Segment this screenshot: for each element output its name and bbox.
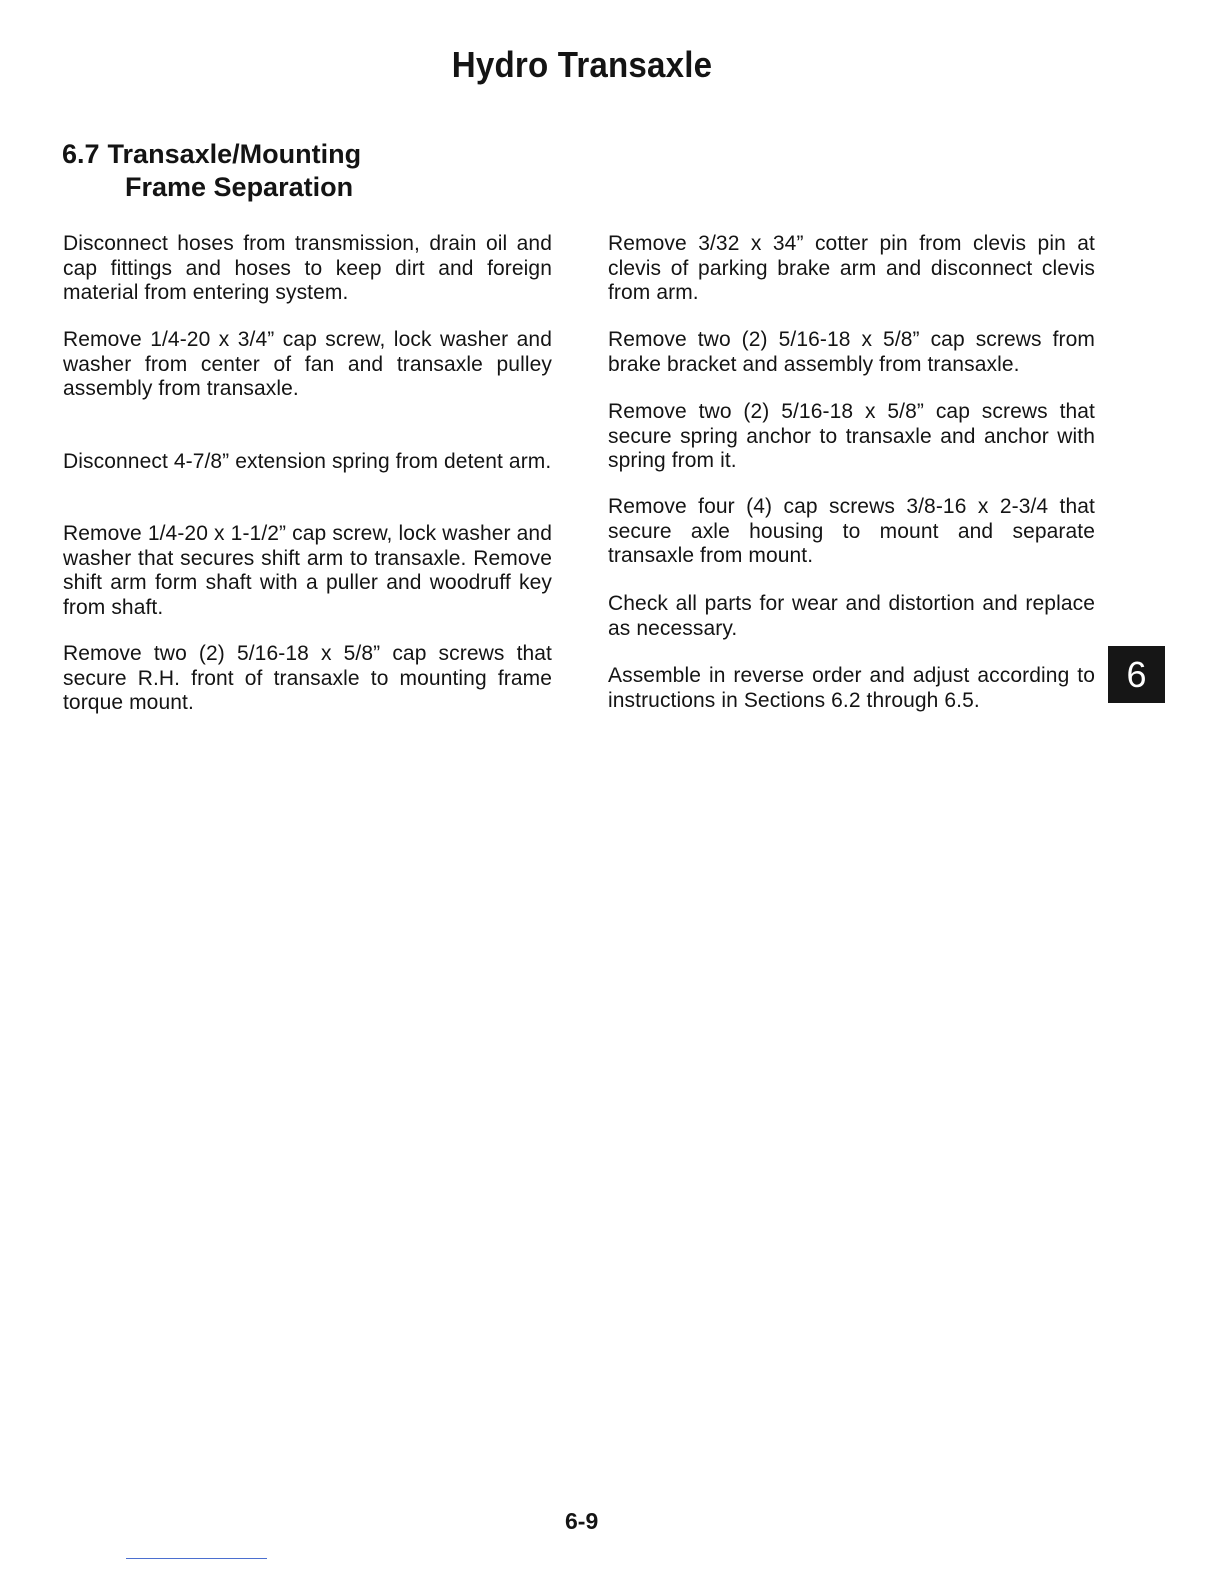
section-title-line2: Frame Separation (125, 172, 354, 202)
left-paragraph-4: Remove 1/4-20 x 1-1/2” cap screw, lock washer and washer that secures shift arm to transaxle. Remove shift arm form shaft with a puller and woodruff key from shaft. (63, 522, 552, 619)
left-paragraph-3: Disconnect 4-7/8” extension spring from detent arm. (63, 450, 552, 473)
section-title-line1: Transaxle/Mounting (107, 139, 362, 169)
page-number: 6-9 (565, 1508, 599, 1534)
right-paragraph-6: Assemble in reverse order and adjust according to instructions in Sections 6.2 through 6.5. (608, 664, 1095, 712)
section-number: 6.7 (62, 139, 100, 169)
section-heading (62, 138, 361, 204)
footer-rule (126, 1558, 267, 1559)
left-paragraph-1: Disconnect hoses from transmission, drain oil and cap fittings and hoses to keep dirt and foreign material from entering system. (63, 232, 552, 304)
right-paragraph-1: Remove 3/32 x 34” cotter pin from clevis pin at clevis of parking brake arm and disconnect clevis from arm. (608, 232, 1095, 304)
right-paragraph-3: Remove two (2) 5/16-18 x 5/8” cap screws that secure spring anchor to transaxle and anchor with spring from it. (608, 400, 1095, 472)
chapter-tab: 6 (1108, 646, 1165, 703)
right-paragraph-2: Remove two (2) 5/16-18 x 5/8” cap screws from brake bracket and assembly from transaxle. (608, 328, 1095, 376)
left-paragraph-2: Remove 1/4-20 x 3/4” cap screw, lock washer and washer from center of fan and transaxle pulley assembly from transaxle. (63, 328, 552, 400)
left-paragraph-5: Remove two (2) 5/16-18 x 5/8” cap screws that secure R.H. front of transaxle to mounting frame torque mount. (63, 642, 552, 714)
right-paragraph-4: Remove four (4) cap screws 3/8-16 x 2-3/4 that secure axle housing to mount and separate transaxle from mount. (608, 495, 1095, 567)
right-paragraph-5: Check all parts for wear and distortion and replace as necessary. (608, 592, 1095, 640)
page-title: Hydro Transaxle (451, 44, 713, 85)
